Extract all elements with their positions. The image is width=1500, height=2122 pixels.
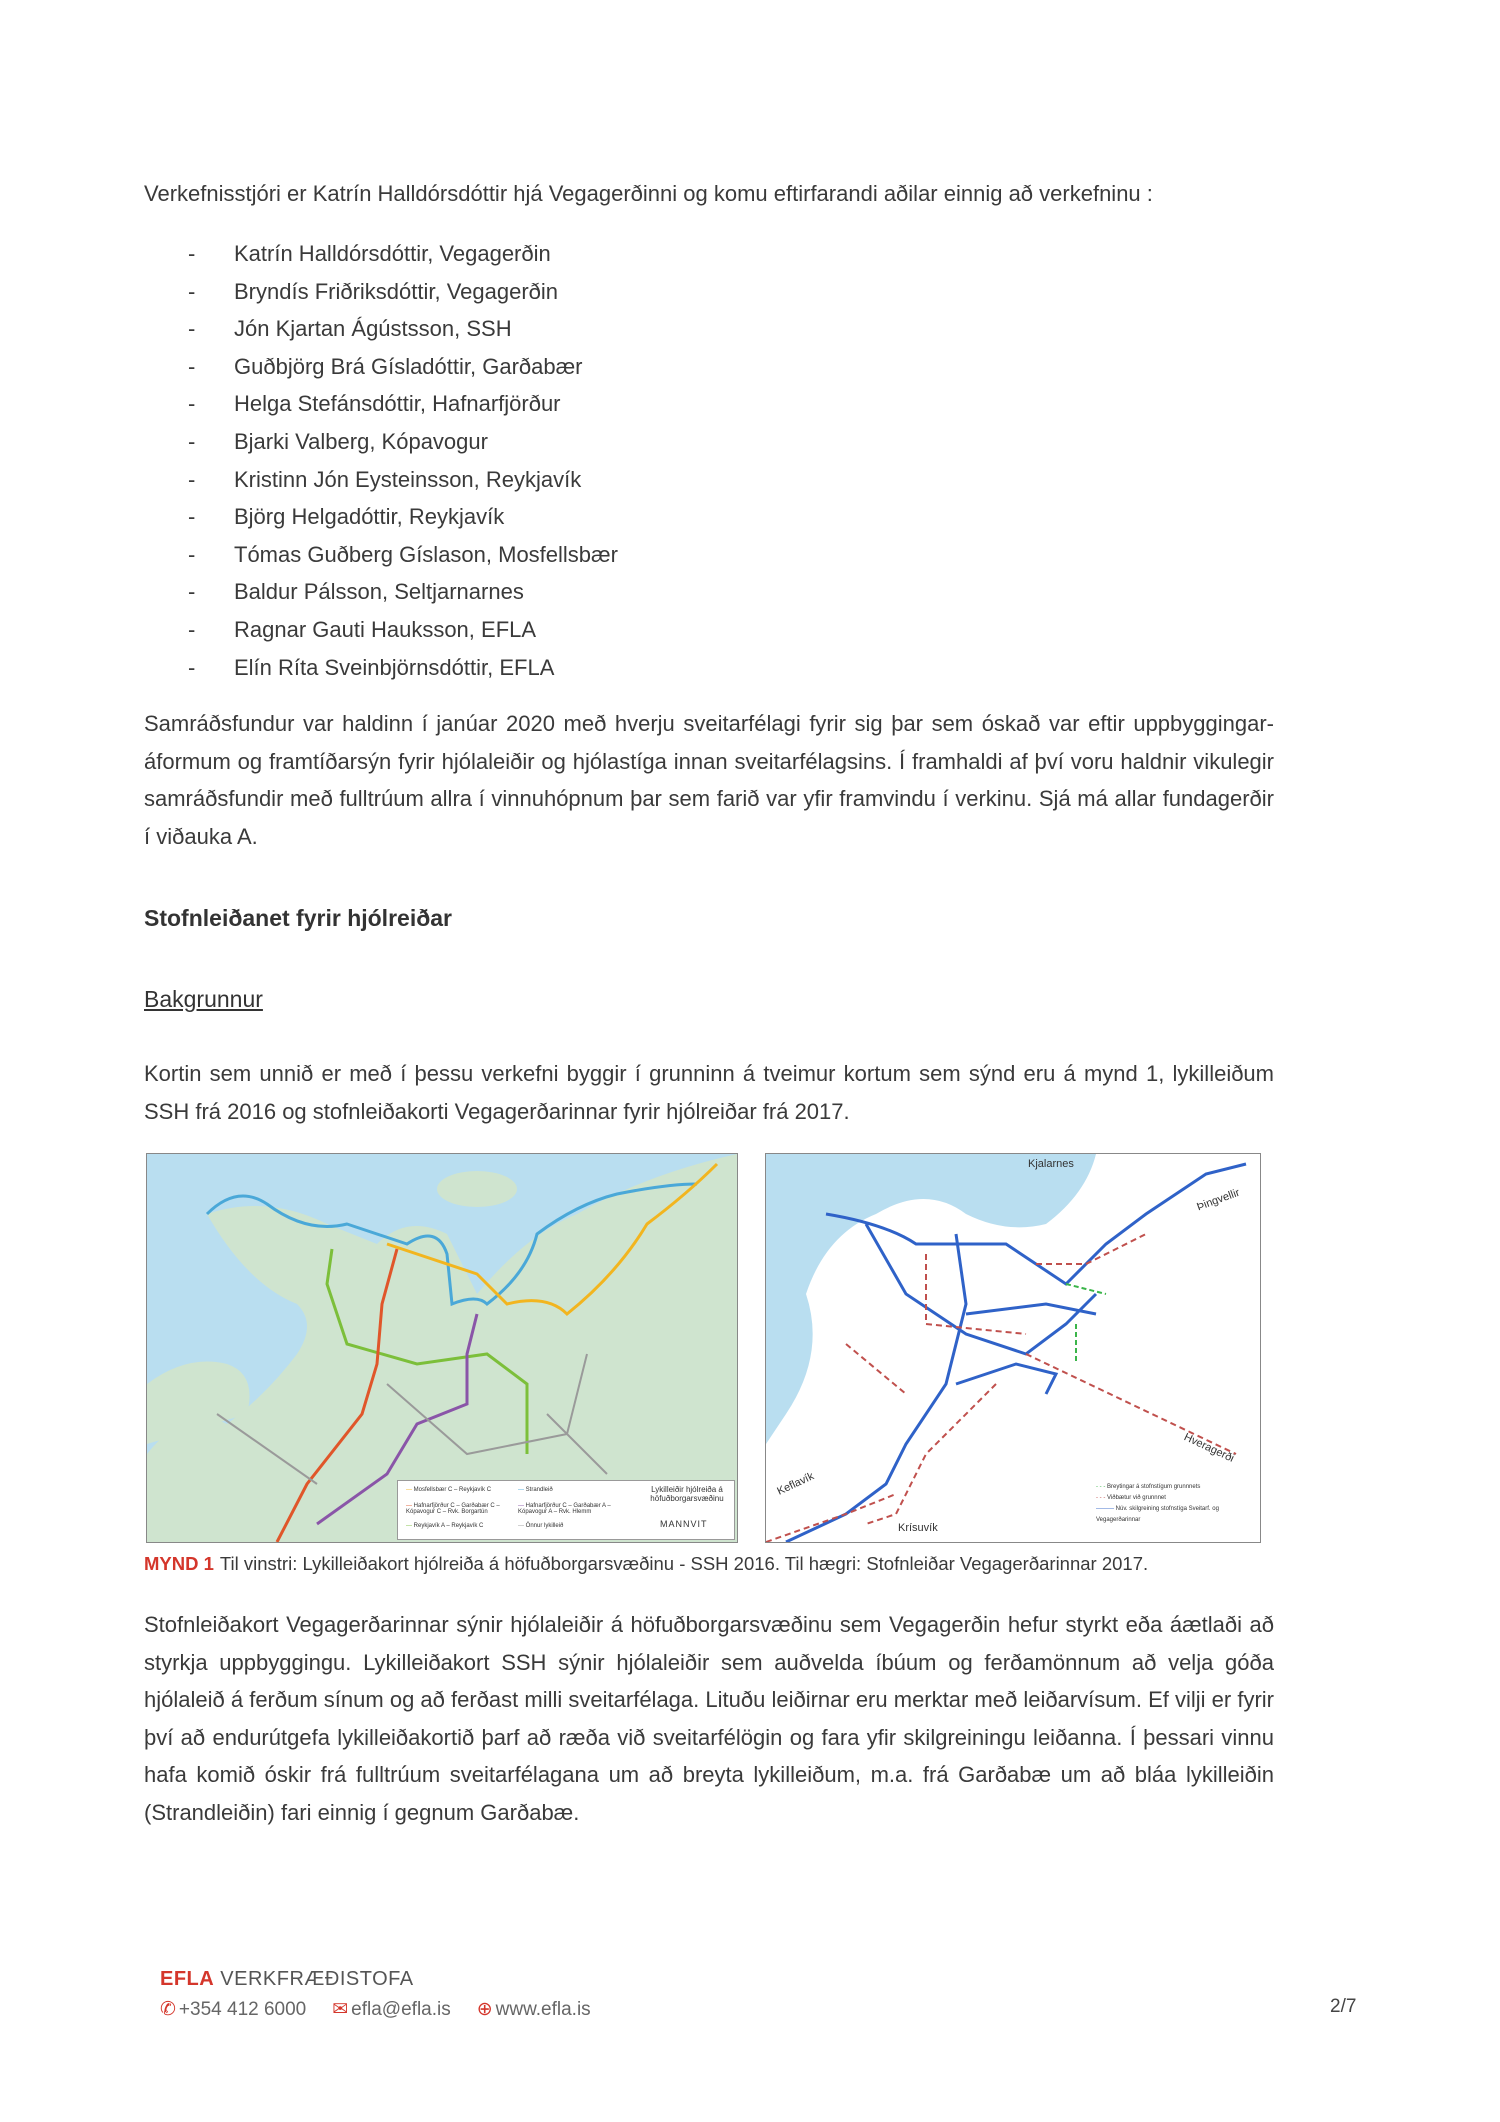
map-legend [1096, 1482, 1246, 1526]
place-label: Krísuvík [898, 1522, 938, 1534]
legend-item: ——— Núv. skilgreining stofnstíga Sveitarf. og Vegagerðarinnar [1096, 1506, 1219, 1523]
background-paragraph: Kortin sem unnið er með í þessu verkefni byggir í grunninn á tveimur kortum sem sýnd eru á mynd 1, lykilleiðum SSH frá 2016 og stofnleiðakorti Vegagerðarinnar fyrir hjólreiðar frá 2017. [144, 1061, 1274, 1124]
legend-item: — Önnur lykilleið [518, 1523, 564, 1529]
list-item: - Björg Helgadóttir, Reykjavík [188, 504, 505, 530]
legend-item: — Mosfellsbær C – Reykjavík C [406, 1487, 492, 1493]
place-label: Keflavík [775, 1470, 816, 1498]
place-label: Þingvellir [1195, 1186, 1242, 1214]
list-item: - Kristinn Jón Eysteinsson, Reykjavík [188, 466, 582, 492]
list-item: - Helga Stefánsdóttir, Hafnarfjörður [188, 391, 561, 417]
legend-item: — Hafnarfjörður C – Garðabær A – Kópavogur A – Rvk. Hlemm [518, 1503, 611, 1515]
list-item: - Elín Ríta Sveinbjörnsdóttir, EFLA [188, 654, 555, 680]
place-label: Kjalarnes [1028, 1158, 1074, 1170]
consultation-paragraph: Samráðsfundur var haldinn í janúar 2020 með hverju sveitarfélagi fyrir sig þar sem óskað var eftir uppbyggingar-áformum og framtíðarsýn fyrir hjólaleiðir og hjólastíga innan sveitarfélagsins. Í framhaldi af því voru haldnir vikulegir samráðsfundir með fulltrúum allra í vinnuhópnum þar sem farið var yfir framvindu í verkinu. Sjá má allar fundagerðir í viðauka A. [144, 711, 1274, 849]
footer-web[interactable]: ⊕ www.efla.is [476, 1999, 591, 2020]
list-item: - Bryndís Friðriksdóttir, Vegagerðin [188, 278, 559, 304]
subsection-heading: Bakgrunnur [144, 986, 263, 1012]
map-legend [397, 1480, 735, 1540]
list-item: - Guðbjörg Brá Gísladóttir, Garðabær [188, 353, 583, 379]
list-item: - Tómas Guðberg Gíslason, Mosfellsbær [188, 541, 618, 567]
list-item: - Baldur Pálsson, Seltjarnarnes [188, 579, 524, 605]
legend-item: — Reykjavík A – Reykjavík C [406, 1523, 484, 1529]
globe-icon: ⊕ [476, 1999, 493, 2020]
footer-brand: EFLA VERKFRÆÐISTOFA [160, 1968, 414, 1990]
efla-logo: EFLA [160, 1968, 215, 1990]
footer-contact [160, 1998, 591, 2021]
list-item: - Jón Kjartan Ágústsson, SSH [188, 316, 512, 342]
list-item: - Katrín Halldórsdóttir, Vegagerðin [188, 241, 551, 266]
legend-item: - - - Breytingar á stofnstígum grunnnets [1096, 1484, 1201, 1490]
vegagerdin-main-routes-map [765, 1153, 1261, 1543]
ssh-key-routes-map [146, 1153, 738, 1543]
participants-list [144, 238, 618, 689]
place-label: Hveragerði [1181, 1431, 1236, 1465]
footer-email[interactable]: ✉ efla@efla.is [332, 1999, 451, 2020]
maps-description-paragraph: Stofnleiðakort Vegagerðarinnar sýnir hjólaleiðir á höfuðborgarsvæðinu sem Vegagerðin hefur styrkt eða áætlaði að styrkja uppbyggingu. Lykilleiðakort SSH sýnir hjólaleiðir sem auðvelda íbúum og ferðamönnum að velja góða hjólaleið á ferðum sínum og að ferðast milli sveitarfélaga. Lituðu leiðirnar eru merktar með leiðarvísum. Ef vilji er fyrir því að endurútgefa lykilleiðakortið þarf að ræða við sveitarfélögin og fara yfir skilgreiningu leiðanna. Í þessari vinnu hafa komið óskir frá fulltrúum sveitarfélagana um að breyta lykilleiðum, m.a. frá Garðabæ um að bláa lykilleiðin (Strandleiðin) fari einnig í gegnum Garðabæ. [144, 1612, 1274, 1825]
legend-item: — Hafnarfjörður C – Garðabær C – Kópavogur C – Rvk. Borgartún [406, 1503, 500, 1515]
list-item: - Bjarki Valberg, Kópavogur [188, 428, 488, 454]
figure-tag: MYND 1 [144, 1553, 214, 1574]
legend-item: - - - Viðbætur við grunnnet [1096, 1495, 1166, 1501]
mannvit-logo: MANNVIT [660, 1519, 708, 1529]
intro-paragraph: Verkefnisstjóri er Katrín Halldórsdóttir hjá Vegagerðinni og komu eftirfarandi aðilar einnig að verkefninu : [144, 181, 1153, 206]
map-title: Lykilleiðir hjólreiða á höfuðborgarsvæðinu [650, 1485, 724, 1503]
figure-caption: MYND 1 Til vinstri: Lykilleiðakort hjólreiða á höfuðborgarsvæðinu - SSH 2016. Til hægri: Stofnleiðar Vegagerðarinnar 2017. [144, 1553, 1149, 1574]
footer-phone: ✆ +354 412 6000 [160, 1999, 307, 2020]
page-number: 2/7 [1330, 1996, 1357, 2017]
phone-icon: ✆ [160, 1999, 176, 2020]
list-item: - Ragnar Gauti Hauksson, EFLA [188, 616, 537, 642]
mail-icon: ✉ [332, 1999, 349, 2020]
legend-item: — Strandleið [518, 1487, 553, 1493]
section-heading: Stofnleiðanet fyrir hjólreiðar [144, 905, 452, 931]
